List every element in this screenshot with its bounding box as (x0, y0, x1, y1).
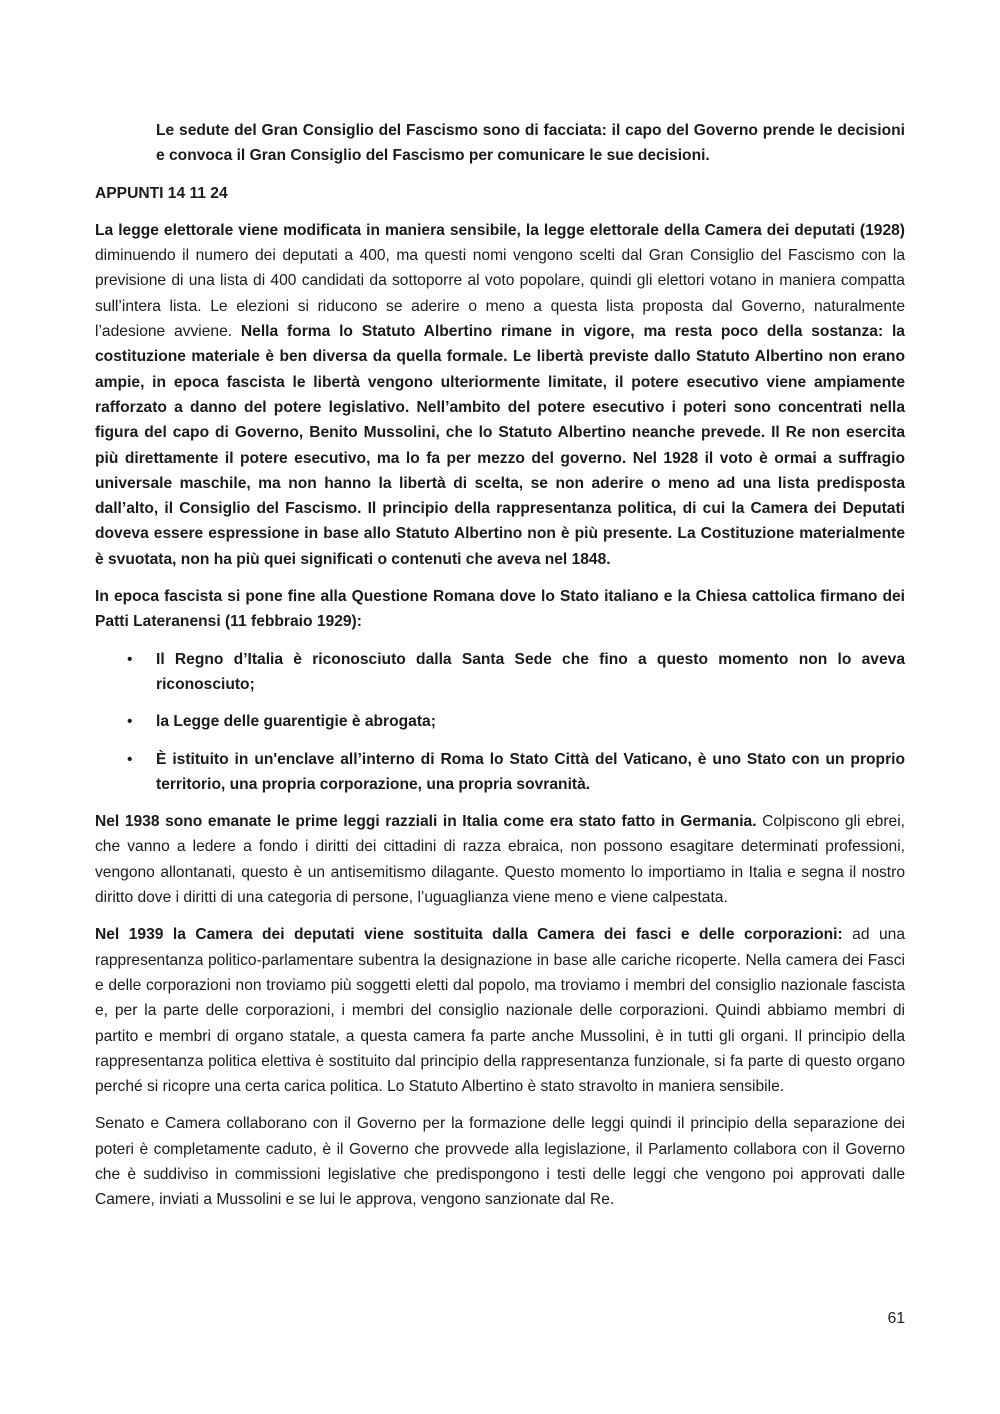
list-item-text: la Legge delle guarentigie è abrogata; (156, 713, 436, 731)
list-item (95, 647, 905, 698)
paragraph-lateran-pacts (95, 584, 905, 635)
bullet-icon: • (127, 750, 133, 768)
paragraph-text-span: Colpiscono gli ebrei, che vanno a ledere a fondo i diritti dei cittadini di razza ebraica, non possono esagitare determinati professioni, vengono allontanati, questo è un antisemitismo dilagante. Questo momento lo importiamo in Italia e segna il nostro diritto dove i diritti di una categoria di persone, l’uguaglianza viene meno e viene calpestata. (95, 813, 905, 907)
bullet-list (95, 647, 905, 797)
paragraph-bold-span: In epoca fascista si pone fine alla Questione Romana dove lo Stato italiano e la Chiesa cattolica firmano dei Patti Lateranensi (11 febbraio 1929): (95, 588, 905, 631)
bullet-icon: • (127, 713, 133, 731)
list-item (95, 747, 905, 798)
paragraph-chamber-fasci (95, 922, 905, 1099)
page-number: 61 (887, 1310, 905, 1327)
section-heading-text: APPUNTI 14 11 24 (95, 184, 228, 202)
paragraph-electoral-law (95, 218, 905, 572)
paragraph-bold-span: Nel 1938 sono emanate le prime leggi razziali in Italia come era stato fatto in Germania. (95, 813, 757, 831)
section-heading (95, 181, 905, 206)
paragraph-text-span: ad una rappresentanza politico-parlamentare subentra la designazione in base alle cariche ricoperte. Nella camera dei Fasci e delle corporazioni non troviamo più soggetti eletti dal popolo, ma troviamo i membri del consiglio nazionale fascista e, per la parte delle corporazioni, i membri del consiglio nazionale delle corporazioni. Quindi abbiamo membri di partito e membri di organo statale, a questa camera fa parte anche Mussolini, è in tutti gli organi. Il principio della rappresentanza politica elettiva è sostituito dal principio della rappresentanza funzionale, si fa parte di questo organo perché si ricopre una certa carica politica. Lo Statuto Albertino è stato stravolto in maniera sensibile. (95, 926, 905, 1096)
paragraph-bold-span: La legge elettorale viene modificata in maniera sensibile, la legge elettorale della Camera dei deputati (1928) (95, 221, 905, 239)
document-page (95, 118, 905, 1225)
paragraph-separation-of-powers (95, 1111, 905, 1212)
list-item-text: È istituito in un'enclave all’interno di Roma lo Stato Città del Vaticano, è uno Stato con un proprio territorio, una propria corporazione, una propria sovranità. (156, 750, 905, 793)
paragraph-bold-span: Nella forma lo Statuto Albertino rimane in vigore, ma resta poco della sostanza: la costituzione materiale è ben diversa da quella formale. Le libertà previste dallo Statuto Albertino non erano ampie, in epoca fascista le libertà vengono ulteriormente limitate, il potere esecutivo viene ampiamente rafforzato a danno del potere legislativo. Nell’ambito del potere esecutivo i poteri sono concentrati nella figura del capo di Governo, Benito Mussolini, che lo Statuto Albertino neanche prevede. Il Re non esercita più direttamente il potere esecutivo, ma lo fa per mezzo del governo. Nel 1928 il voto è ormai a suffragio universale maschile, ma non hanno la libertà di scelta, se non aderire o meno ad una lista predisposta dall’alto, il Consiglio del Fascismo. Il principio della rappresentanza politica, di cui la Camera dei Deputati doveva essere espressione in base allo Statuto Albertino non è più presente. La Costituzione materialmente è svuotata, non ha più quei significati o contenuti che aveva nel 1848. (95, 323, 905, 568)
paragraph-text-span: diminuendo il numero dei deputati a 400, ma questi nomi vengono scelti dal Gran Consiglio del Fascismo con la previsione di una lista di 400 candidati da sottoporre al voto popolare, quindi gli elettori votano in maniera compatta sull’intera lista. Le elezioni si riducono se aderire o meno a questa lista proposta dal Governo, naturalmente l’adesione avviene. (95, 247, 905, 341)
list-item (95, 709, 905, 734)
bullet-icon: • (127, 650, 133, 668)
intro-paragraph (95, 118, 905, 169)
intro-bold-text: Le sedute del Gran Consiglio del Fascismo sono di facciata: il capo del Governo prende le decisioni e convoca il Gran Consiglio del Fascismo per comunicare le sue decisioni. (156, 122, 905, 165)
paragraph-racial-laws (95, 809, 905, 910)
list-item-text: Il Regno d’Italia è riconosciuto dalla Santa Sede che fino a questo momento non lo aveva riconosciuto; (156, 650, 905, 693)
paragraph-bold-span: Nel 1939 la Camera dei deputati viene sostituita dalla Camera dei fasci e delle corporazioni: (95, 926, 843, 944)
paragraph-text-span: Senato e Camera collaborano con il Governo per la formazione delle leggi quindi il principio della separazione dei poteri è completamente caduto, è il Governo che provvede alla legislazione, il Parlamento collabora con il Governo che è suddiviso in commissioni legislative che predispongono i testi delle leggi che vengono poi approvati dalle Camere, inviati a Mussolini e se lui le approva, vengono sanzionate dal Re. (95, 1115, 905, 1209)
